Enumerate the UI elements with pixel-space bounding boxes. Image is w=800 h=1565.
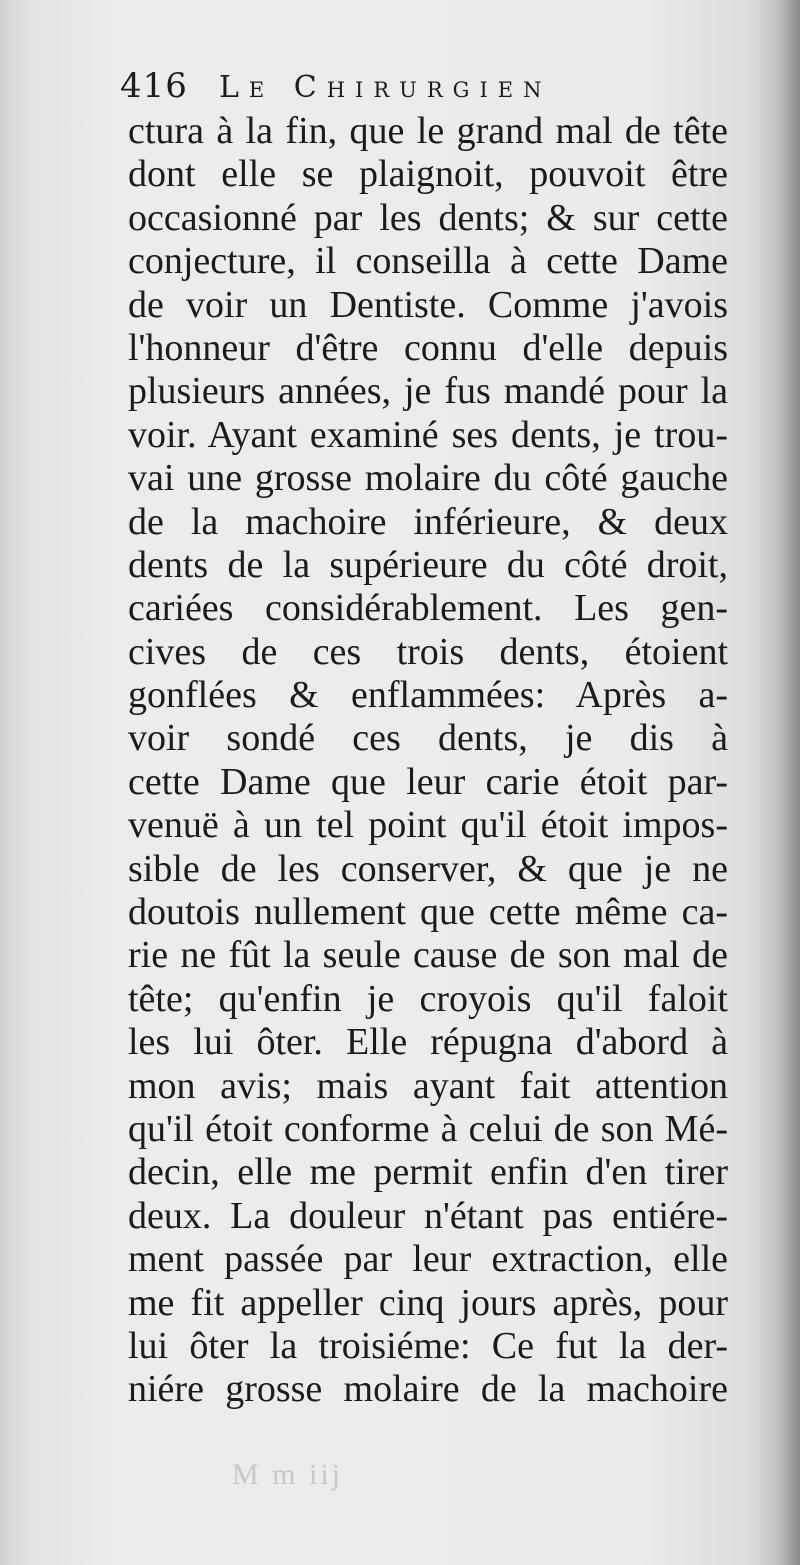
running-title: Le Chirurgien [219, 70, 552, 105]
text-line: cette Dame que leur carie étoit par- [128, 760, 728, 803]
text-line: venuë à un tel point qu'il étoit impos- [128, 804, 728, 847]
text-line: sible de les conserver, & que je ne [128, 847, 728, 890]
text-line: vai une grosse molaire du côté gauche [128, 457, 728, 500]
page-gutter-shadow [778, 0, 800, 1565]
running-head [120, 66, 680, 106]
text-line: doutois nullement que cette même ca- [128, 891, 728, 934]
text-line: lui ôter la troisiéme: Ce fut la der- [128, 1324, 728, 1367]
text-line: cives de ces trois dents, étoient [128, 630, 728, 673]
text-line: dents de la supérieure du côté droit, [128, 543, 728, 586]
text-line: mon avis; mais ayant fait attention [128, 1064, 728, 1107]
text-line: qu'il étoit conforme à celui de son Mé- [128, 1107, 728, 1150]
text-line: tête; qu'enfin je croyois qu'il faloit [128, 977, 728, 1020]
show-through-signature: M m iij [232, 1458, 344, 1491]
text-line: ctura à la fin, que le grand mal de tête [128, 110, 728, 152]
text-line: decin, elle me permit enfin d'en tirer [128, 1151, 728, 1194]
text-line: ment passée par leur extraction, elle [128, 1238, 728, 1281]
text-line: l'honneur d'être connu d'elle depuis [128, 326, 728, 369]
text-line: voir. Ayant examiné ses dents, je trou- [128, 413, 728, 456]
body-text [128, 110, 728, 1412]
page-number: 416 [120, 66, 188, 106]
text-line: dont elle se plaignoit, pouvoit être [128, 153, 728, 196]
text-line: deux. La douleur n'étant pas entiére- [128, 1194, 728, 1237]
text-line: occasionné par les dents; & sur cette [128, 196, 728, 239]
text-line: de voir un Dentiste. Comme j'avois [128, 283, 728, 326]
text-line: les lui ôter. Elle répugna d'abord à [128, 1021, 728, 1064]
text-line: niére grosse molaire de la machoire [128, 1368, 728, 1411]
text-line: rie ne fût la seule cause de son mal de [128, 934, 728, 977]
text-line: conjecture, il conseilla à cette Dame [128, 240, 728, 283]
text-line: plusieurs années, je fus mandé pour la [128, 370, 728, 413]
text-line: me fit appeller cinq jours après, pour [128, 1281, 728, 1324]
text-line: gonflées & enflammées: Après a- [128, 674, 728, 717]
text-line: voir sondé ces dents, je dis à [128, 717, 728, 760]
text-line: de la machoire inférieure, & deux [128, 500, 728, 543]
text-line: cariées considérablement. Les gen- [128, 587, 728, 630]
